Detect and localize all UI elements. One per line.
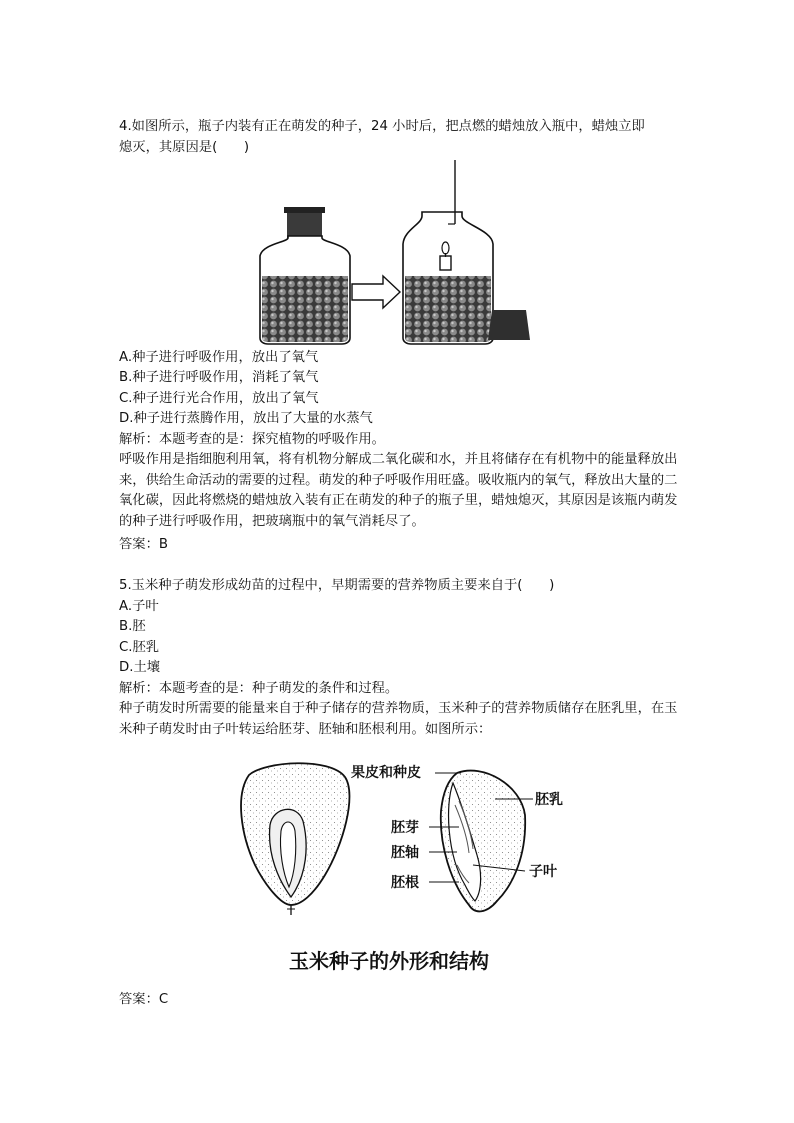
label-plumule: 胚芽 xyxy=(391,820,419,836)
q4-answer: 答案：B xyxy=(119,537,169,552)
q4-question-line2: 熄灭，其原因是( ) xyxy=(119,140,250,155)
q5-analysis-body: 种子萌发时所需要的能量来自于种子储存的营养物质，玉米种子的营养物质储存在胚乳里，在玉米种子萌发时由子叶转运给胚芽、胚轴和胚根利用。如图所示： xyxy=(119,701,678,737)
q4-question-line1: 4.如图所示，瓶子内装有正在萌发的种子，24 小时后，把点燃的蜡烛放入瓶中，蜡烛立即 xyxy=(119,119,645,134)
label-pericarp: 果皮和种皮 xyxy=(351,765,421,781)
bottle-experiment-figure xyxy=(260,160,560,350)
bottle-stopper-icon xyxy=(488,310,530,340)
label-hypocotyl: 胚轴 xyxy=(391,845,419,861)
q5-analysis-title: 解析：本题考查的是：种子萌发的条件和过程。 xyxy=(119,681,399,696)
q5-option-a: A.子叶 xyxy=(119,599,159,614)
corn-seed-section-icon xyxy=(429,771,533,912)
q5-option-b: B.胚 xyxy=(119,619,146,634)
candle-bottle-icon xyxy=(403,160,493,344)
q5-answer: 答案：C xyxy=(119,992,169,1007)
q4-analysis-body: 呼吸作用是指细胞利用氧，将有机物分解成二氧化碳和水，并且将储存在有机物中的能量释放出来，供给生命活动的需要的过程。萌发的种子呼吸作用旺盛。吸收瓶内的氧气，释放出大量的二氧化碳，因此将燃烧的蜡烛放入装有正在萌发的种子的瓶子里，蜡烛熄灭，其原因是该瓶内萌发的种子进行呼吸作用，把玻璃瓶中的氧气消耗尽了。 xyxy=(119,452,678,529)
corn-seed-exterior-icon xyxy=(241,763,349,915)
label-cotyledon: 子叶 xyxy=(529,864,557,880)
q4-option-b: B.种子进行呼吸作用，消耗了氧气 xyxy=(119,370,319,385)
label-endosperm: 胚乳 xyxy=(535,792,563,808)
q5-option-c: C.胚乳 xyxy=(119,640,160,655)
q4-option-a: A.种子进行呼吸作用，放出了氧气 xyxy=(119,350,319,365)
figure-caption: 玉米种子的外形和结构 xyxy=(289,949,489,973)
q4-analysis-title: 解析：本题考查的是：探究植物的呼吸作用。 xyxy=(119,432,385,447)
q5-option-d: D.土壤 xyxy=(119,660,161,675)
corn-seed-figure xyxy=(225,755,585,980)
q4-option-d: D.种子进行蒸腾作用，放出了大量的水蒸气 xyxy=(119,411,373,426)
label-radicle: 胚根 xyxy=(391,875,419,891)
sealed-bottle-icon xyxy=(260,207,350,344)
q4-option-c: C.种子进行光合作用，放出了氧气 xyxy=(119,391,319,406)
arrow-right-icon xyxy=(352,276,400,308)
q5-question: 5.玉米种子萌发形成幼苗的过程中，早期需要的营养物质主要来自于( ) xyxy=(119,578,555,593)
